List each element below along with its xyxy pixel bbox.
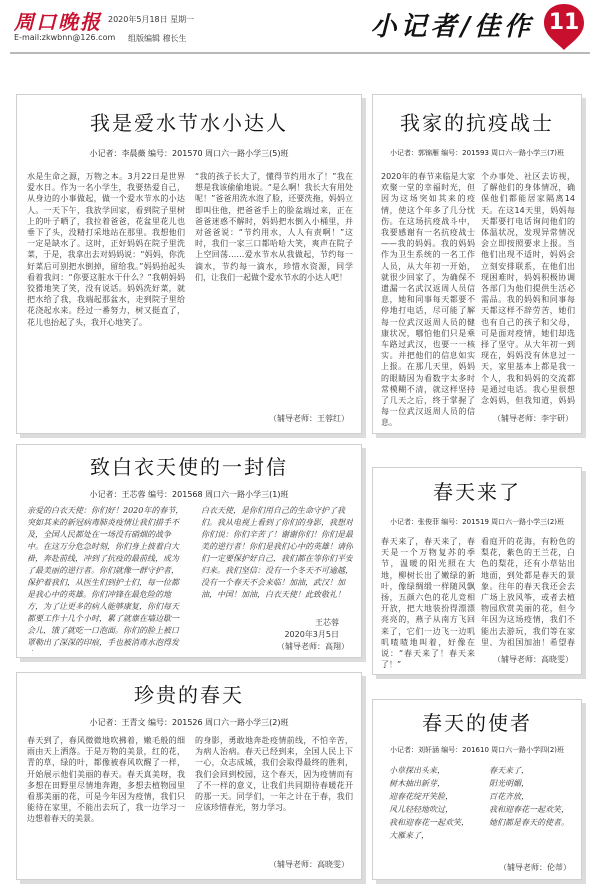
article-title: 我家的抗疫战士 bbox=[400, 110, 554, 135]
poem-line: 阳光明媚， bbox=[489, 779, 529, 788]
contact-email: E-mail:zkwbnn@126.com bbox=[14, 33, 116, 42]
article-column: 春天到了，春风微微地吹拂着，嫩毛般的细雨由天上洒落。于是万物的美景，红的花，青的草，绿的叶，都像被春风吹醒了一样，开始展示他们美丽的春天。春天真美呀，我多想在田野里尽情地奔跑，多想去植物园里看那美丽的花，可是今年因为疫情，我们只能待在家里，不能出去玩了，我一边学习一边想着春天的美景。 bbox=[27, 736, 185, 824]
article-anti-epidemic bbox=[372, 94, 582, 434]
article-title: 珍贵的春天 bbox=[134, 682, 244, 707]
article-teacher: （辅导老师：高晓雯） bbox=[493, 655, 573, 664]
article-column: 2020年的春节来临是大家欢聚一堂的幸福时光，但因为这场突如其来的疫情，使这个年多了几分忧伤。在这场抗疫战斗中，我要感谢有一名抗疫战士——我的妈妈。我的妈妈作为卫生系统的一名工作人员，从大年初一开始，就很少回家了，为确保不遗漏一名武汉返周人员信息，她和同事每天都要不停地打电话，尽可能了解每一位武汉返周人员的健康状况，哪怕他们只是乘车路过武汉，也要一一核实。并把他们的信息如实上报。在那几天里，妈妈的眼睛因为看数字太多时常模糊不清，就这样坚持了几天之后，终于掌握了每一位武汉返周人员的信息。 bbox=[381, 172, 475, 427]
poem-line: 小草探出头来， bbox=[389, 766, 445, 775]
article-teacher: （辅导老师：高晓雯） bbox=[269, 860, 349, 869]
article-byline: 小记者：刘轩涵 编号：201610 周口六一路小学四(2)班 bbox=[389, 746, 565, 754]
article-teacher: （辅导老师：高翔） bbox=[277, 642, 349, 651]
header-divider bbox=[10, 52, 590, 54]
article-byline: 小记者：郭锦雁 编号：201593 周口六一路小学三(7)班 bbox=[389, 149, 565, 157]
article-title: 春天来了 bbox=[433, 479, 521, 504]
article-spring-messenger bbox=[372, 699, 582, 880]
poem-line: 我和迎春花一起欢笑， bbox=[389, 818, 469, 827]
article-title: 致白衣天使的一封信 bbox=[90, 454, 288, 479]
article-title: 我是爱水节水小达人 bbox=[90, 110, 288, 135]
letter-column: 亲爱的白衣天使：你们好！2020年的春节，突如其来的新冠病毒肺炎疫情让我们措手不及，全国人民都处在一场没有硝烟的战争中。在这万分危急时刻，你们身上披着白大褂，奔赴前线，冲到了抗疫的最前线，成为了最美丽的逆行者。你们就像一群守护者，保护着我们，从医生们到护士们，每一位都是我心中的英雄。你们冲锋在最危险的地方，为了让更多的病人能够康复，你们每天都要工作十几个小时，累了就靠在墙边歇一会儿，饿了就吃一口泡面。你们的脸上被口罩勒出了深深的印痕，手也被消毒水泡得发 bbox=[27, 506, 184, 647]
article-column: 个办事处、社区去访视，了解他们的身体情况，确保他们都能居家隔离14天。在这14天里，妈妈每天都要打电话询问他们的体温状况，发现异常情况会立即按照要求上报。当他们出现不适时，妈妈会立刻安排联系，在他们出现困难时，妈妈积极协调各部门为他们提供生活必需品。我的妈妈和同事每天都这样不辞劳苦，她们也有自己的孩子和父母，可是面对疫情，她们却选择了坚守。从大年初一到现在，妈妈没有休息过一天，家里基本上都是我一个人，我和妈妈的交流都是通过电话。我心里很想念妈妈，但我知道，妈妈 bbox=[481, 172, 575, 406]
letter-column: 白衣天使，是你们用自己的生命守护了我们。我从电视上看到了你们的身影，我想对你们说：你们辛苦了！谢谢你们！你们是最美的逆行者！你们是我们心中的英雄！请你们一定要保护好自己，我们都在等你们平安归来。我们坚信：没有一个冬天不可逾越，没有一个春天不会来临！加油，武汉！加油，中国！加油，白衣天使！此致敬礼！ bbox=[201, 506, 353, 599]
article-water-saving bbox=[16, 94, 362, 434]
issue-date: 2020年5月18日 星期一 bbox=[108, 15, 195, 24]
article-teacher: （辅导老师：伦蒂） bbox=[499, 863, 571, 872]
article-column: 春天来了，春天来了，春天是一个万物复苏的季节，温暖的阳光照在大地，柳树长出了嫩绿的新叶，像绿绸缎一样随风飘扬，五颜六色的花儿竞相开放，把大地装扮得漂漂亮亮的，燕子从南方飞回来了，它们一边飞一边叽叽喳喳地叫着，好像在说：“春天来了！春天来了！” bbox=[381, 537, 475, 670]
article-column: “我的孩子长大了，懂得节约用水了！”我在想是我该偷偷地说。“是么啊！我长大有用处呢！”爸爸用洗水泡了脸，还要洗拖，妈妈立即叫住他，把爸爸手上的脸盆端过来，正在爸爸迷惑不解时，妈妈把水倒入小桶里，并对爸爸说：“节约用水，人人有责啊！”这时，我们一家三口都哈哈大笑，爽声在院子上空回荡……爱水节水从我做起，节约每一滴水，节约每一滴水，珍惜水资源，同学们，让我们一起做个爱水节水的小达人吧！ bbox=[195, 172, 353, 282]
article-precious-spring bbox=[16, 672, 362, 880]
page-number-badge bbox=[542, 2, 586, 52]
newspaper-logo: 周口晚报 bbox=[14, 10, 102, 34]
page-number: 11 bbox=[548, 10, 580, 35]
article-column: 水是生命之源，万物之本。3月22日是世界爱水日。作为一名小学生，我要热爱自己，从身边的小事做起，做一个爱水节水的小达人。一天下午，我放学回家，看到院子里树上的叶子晒了，我拉着爸爸，花盆里花儿也垂下了头，没精打采地站在那里。我想他们一定是缺水了。这时，正好妈妈在院子里洗菜，于是，我拿出去对妈妈说：“妈妈，你洗好菜后可别把水倒掉，留给我。”妈妈抬起头看着我问：“你要这脏水干什么？”我朝妈妈狡猾地笑了笑，没有说话。妈妈洗好菜，就把水给了我，我端起那盆水，走到院子里给花浇起水来。经过一番努力，树又挺直了，花儿也抬起了头，我开心地笑了。 bbox=[27, 172, 185, 327]
article-byline: 小记者：王芯蓉 编号：201568 周口六一路小学三(1)班 bbox=[89, 490, 289, 499]
masthead bbox=[0, 0, 600, 84]
article-title: 春天的使者 bbox=[422, 710, 532, 735]
poem-line: 我和迎春花一起欢笑， bbox=[489, 805, 569, 814]
article-teacher: （辅导老师：李宇研） bbox=[493, 414, 573, 423]
editor-credit: 组版编辑 穆长生 bbox=[128, 34, 187, 43]
article-byline: 小记者：王青文 编号：201526 周口六一路小学三(2)班 bbox=[89, 718, 289, 727]
letter-signature: 王芯蓉 bbox=[315, 618, 339, 627]
poem-line: 风儿轻轻地吹过， bbox=[389, 805, 453, 814]
article-byline: 小记者：李晨薇 编号：201570 周口六一路小学三(5)班 bbox=[89, 149, 289, 158]
poem-line: 大雁来了， bbox=[389, 831, 429, 840]
article-column: 的身影，勇敢地奔赴疫情前线，不怕辛苦，为病人治病。春天已经到来，全国人民上下一心，众志成城，我们会取得最终的胜利，我们会回到校园，这个春天，因为疫情而有了不一样的意义，让我们共同期待春暖花开的那一天。同学们，一年之计在于春，我们应该珍惜春光，努力学习。 bbox=[195, 736, 353, 813]
poem-line: 树木抽出新芽， bbox=[389, 779, 445, 788]
poem-column-left bbox=[389, 764, 477, 864]
poem-line: 百花齐放， bbox=[489, 792, 529, 801]
poem-line: 春天来了， bbox=[489, 766, 529, 775]
poem-column-right bbox=[489, 764, 577, 854]
poem-line: 她们都是春天的使者。 bbox=[489, 818, 569, 827]
article-column: 看庭开的花海，有粉色的梨花，紫色的王兰花，白色的梨花，还有小草钻出地面，到处都是春天的景象。往年的春天我还会去广场上放风筝，或者去植物园欣赏美丽的花，但今年因为这场疫情，我们不能出去游玩，我们等在家里，为祖国加油！希望春 bbox=[481, 537, 575, 646]
article-teacher: （辅导老师：王蓉红） bbox=[269, 414, 349, 423]
article-letter-to-doctors bbox=[16, 444, 362, 658]
section-title: 小记者/佳作 bbox=[370, 12, 534, 42]
poem-line: 迎春花绽开笑脸， bbox=[389, 792, 453, 801]
letter-date: 2020年3月5日 bbox=[284, 630, 339, 639]
article-spring-is-here bbox=[372, 467, 582, 675]
article-byline: 小记者：张俊菲 编号：201519 周口六一路小学三(2)班 bbox=[389, 518, 565, 526]
